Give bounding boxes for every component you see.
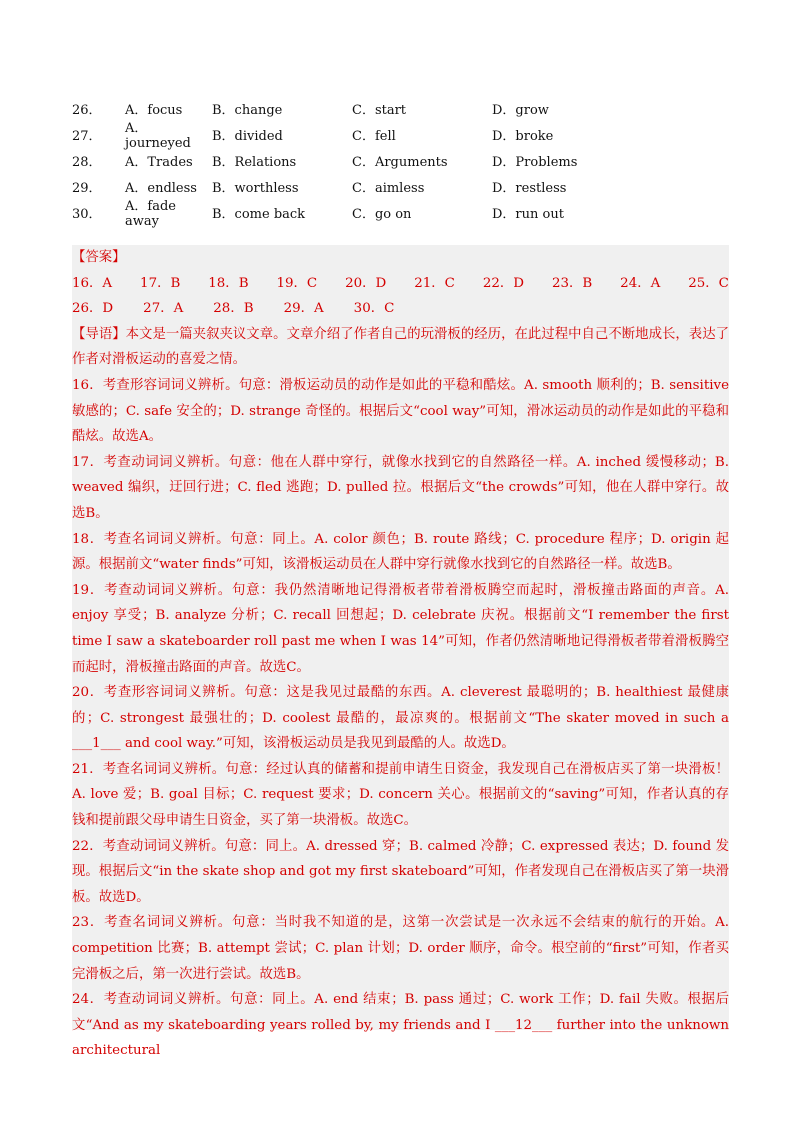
question-number: 26． [72, 102, 102, 118]
option-b: B．Relations [212, 154, 297, 170]
answer-key-item: 20．D [345, 275, 387, 291]
answer-key-item: 22．D [482, 275, 525, 291]
answer-key-item: 18．B [208, 275, 249, 291]
option-c: C．Arguments [352, 154, 448, 170]
explanation-24: 24．考查动词词义辨析。句意：同上。A. end 结束；B. pass 通过；C. work 工作；D. fail 失败。根据后文“And as my skateboarding years rolled by, my friends and I ___12___ further into the unknown architectural [72, 992, 729, 1059]
option-d: D．restless [492, 180, 567, 196]
option-row-28 [72, 147, 732, 173]
explanation-17: 17．考查动词词义辨析。句意：他在人群中穿行，就像水找到它的自然路径一样。A. inched 缓慢移动；B. weaved 编织，迂回行进；C. fled 逃跑；D. pulled 拉。根据后文“the crowds”可知，他在人群中穿行。故选B。 [72, 454, 729, 521]
explanation-19: 19．考查动词词义辨析。句意：我仍然清晰地记得滑板者带着滑板腾空而起时，滑板撞击路面的声音。A. enjoy 享受；B. analyze 分析；C. recall 回想起；D. celebrate 庆祝。根据前文“I remember the first time I saw a skateboarder roll past me when I was 14”可知，作者仍然清晰地记得滑板者带着滑板腾空而起时，滑板撞击路面的声音。故选C。 [72, 582, 729, 675]
explanation-16: 16．考查形容词词义辨析。句意：滑板运动员的动作是如此的平稳和酷炫。A. smooth 顺利的；B. sensitive 敏感的；C. safe 安全的；D. strange 奇怪的。根据后文“cool way”可知，滑冰运动员的动作是如此的平稳和酷炫。故选A。 [72, 377, 729, 445]
answer-key-item: 16．A [72, 275, 113, 291]
answer-key-item: 25．C [688, 275, 729, 291]
guide-intro: 【导语】本文是一篇夹叙夹议文章。文章介绍了作者自己的玩滑板的经历，在此过程中自己不断地成长，表达了作者对滑板运动的喜爱之情。 [72, 326, 729, 368]
answer-key-item: 24．A [620, 275, 661, 291]
answer-key-item: 19．C [276, 275, 318, 291]
option-b: B．come back [212, 206, 306, 222]
question-number: 29． [72, 180, 102, 196]
answer-section [72, 245, 729, 1059]
answer-key-item: 27．A [143, 301, 184, 317]
option-d: D．grow [492, 102, 549, 118]
option-c: C．go on [352, 206, 412, 222]
option-c: C．start [352, 102, 407, 118]
answer-key-item: 30．C [353, 301, 395, 317]
answer-key-row-1 [72, 271, 729, 297]
answer-key-item: 29．A [283, 301, 324, 317]
option-a: A．focus [125, 102, 183, 118]
answer-key-row-2 [72, 296, 729, 322]
answer-key-item: 26．D [72, 301, 114, 317]
option-c: C．fell [352, 128, 396, 144]
explanation-21: 21．考查名词词义辨析。句意：经过认真的储蓄和提前申请生日资金，我发现自己在滑板店买了第一块滑板！A. love 爱；B. goal 目标；C. request 要求；D. concern 关心。根据前文的“saving”可知，作者认真的存钱和提前跟父母申请生日资金，买了第一块滑板。故选C。 [72, 761, 729, 829]
explanation-18: 18．考查名词词义辨析。句意：同上。A. color 颜色；B. route 路线；C. procedure 程序；D. origin 起源。根据前文“water finds”可知，该滑板运动员在人群中穿行就像水找到它的自然路径一样。故选B。 [72, 531, 729, 573]
question-number: 27． [72, 128, 102, 144]
option-d: D．run out [492, 206, 564, 222]
options-table [72, 95, 732, 229]
option-a: A．fade away [125, 199, 176, 229]
answer-key-item: 23．B [551, 275, 593, 291]
option-c: C．aimless [352, 180, 425, 196]
option-b: B．change [212, 102, 283, 118]
option-a: A．endless [125, 180, 197, 196]
option-row-27 [72, 121, 732, 151]
question-number: 28． [72, 154, 102, 170]
option-d: D．broke [492, 128, 554, 144]
option-b: B．worthless [212, 180, 299, 196]
explanation-22: 22．考查动词词义辨析。句意：同上。A. dressed 穿；B. calmed 冷静；C. expressed 表达；D. found 发现。根据后文“in the skate shop and got my first skateboard”可知，作者发现自己在滑板店买了第一块滑板。故选D。 [72, 838, 729, 905]
question-number: 30． [72, 206, 102, 222]
explanation-23: 23．考查名词词义辨析。句意：当时我不知道的是，这第一次尝试是一次永远不会结束的航行的开始。A. competition 比赛；B. attempt 尝试；C. plan 计划；D. order 顺序，命令。根空前的“first”可知，作者买完滑板之后，第一次进行尝试。故选B。 [72, 915, 729, 982]
option-a: A．Trades [125, 154, 193, 170]
option-a: A．journeyed [125, 121, 191, 151]
answer-key-item: 28．B [213, 301, 254, 317]
option-b: B．divided [212, 128, 283, 144]
option-row-30 [72, 199, 732, 229]
answer-key-item: 17．B [140, 275, 181, 291]
option-d: D．Problems [492, 154, 578, 170]
answer-key-item: 21．C [414, 275, 455, 291]
explanation-20: 20．考查形容词词义辨析。句意：这是我见过最酷的东西。A. cleverest 最聪明的；B. healthiest 最健康的；C. strongest 最强壮的；D. coolest 最酷的，最凉爽的。根据前文“The skater moved in such a ___1___ and cool way.”可知，该滑板运动员是我见到最酷的人。故选D。 [72, 685, 729, 752]
answer-title: 【答案】 [72, 250, 126, 265]
